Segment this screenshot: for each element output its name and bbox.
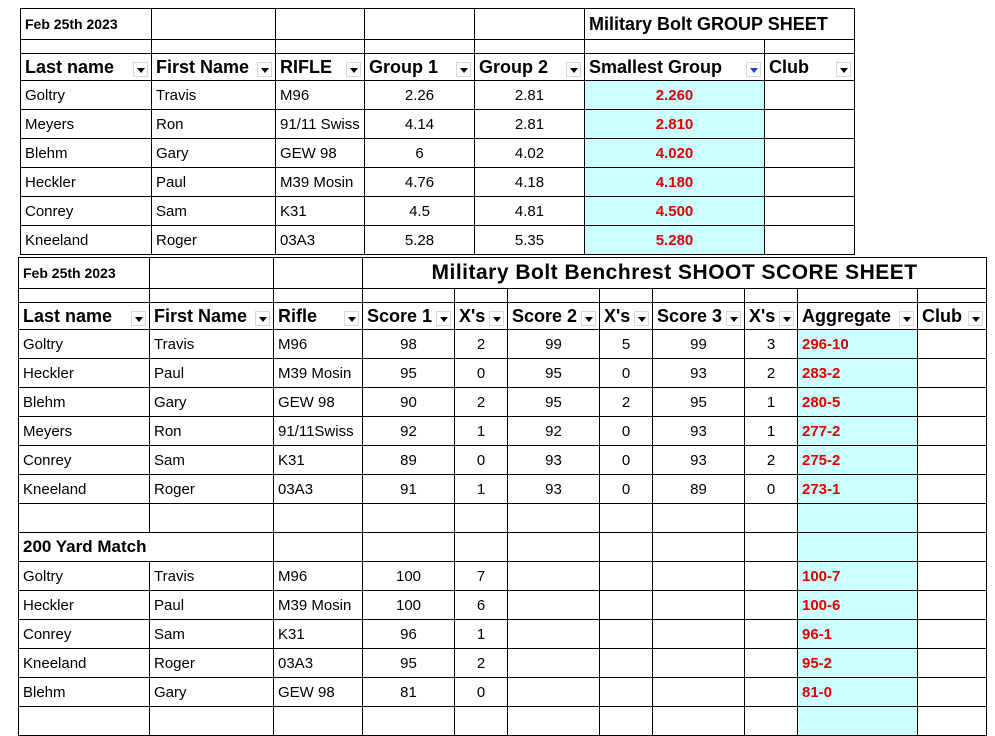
club-cell[interactable] bbox=[918, 417, 987, 446]
club-cell[interactable] bbox=[765, 81, 855, 110]
score-3-cell[interactable]: 99 bbox=[653, 330, 745, 359]
xs-2-cell[interactable] bbox=[600, 678, 653, 707]
first-name-cell[interactable]: Paul bbox=[150, 359, 274, 388]
cell[interactable] bbox=[152, 40, 276, 54]
header-club[interactable] bbox=[918, 303, 987, 330]
dropdown-arrow-icon[interactable] bbox=[489, 311, 504, 326]
cell[interactable] bbox=[745, 707, 798, 736]
header-label: Last name bbox=[23, 305, 113, 326]
score-3-cell[interactable] bbox=[653, 620, 745, 649]
last-name-cell[interactable]: Heckler bbox=[19, 359, 150, 388]
last-name-cell[interactable]: Kneeland bbox=[19, 475, 150, 504]
aggregate-cell[interactable]: 296-10 bbox=[798, 330, 918, 359]
aggregate-cell[interactable]: 100-7 bbox=[798, 562, 918, 591]
xs-3-cell[interactable] bbox=[745, 562, 798, 591]
rifle-cell[interactable]: M39 Mosin bbox=[274, 591, 363, 620]
aggregate-cell[interactable]: 275-2 bbox=[798, 446, 918, 475]
xs-2-cell[interactable]: 0 bbox=[600, 446, 653, 475]
rifle-cell[interactable]: M39 Mosin bbox=[276, 168, 365, 197]
xs-1-cell[interactable]: 0 bbox=[455, 446, 508, 475]
dropdown-arrow-icon[interactable] bbox=[968, 311, 983, 326]
xs-3-cell[interactable]: 0 bbox=[745, 475, 798, 504]
club-cell[interactable] bbox=[918, 388, 987, 417]
header-group-2[interactable] bbox=[475, 54, 585, 81]
xs-1-cell[interactable]: 1 bbox=[455, 417, 508, 446]
cell[interactable] bbox=[455, 504, 508, 533]
cell[interactable] bbox=[745, 504, 798, 533]
last-name-cell[interactable]: Blehm bbox=[19, 388, 150, 417]
xs-1-cell[interactable]: 2 bbox=[455, 649, 508, 678]
dropdown-arrow-icon[interactable] bbox=[131, 311, 146, 326]
section-title-200-yard: 200 Yard Match bbox=[19, 533, 274, 562]
cell[interactable] bbox=[585, 40, 765, 54]
group-2-cell[interactable]: 4.81 bbox=[475, 197, 585, 226]
cell[interactable] bbox=[276, 9, 365, 40]
score-3-cell[interactable] bbox=[653, 678, 745, 707]
first-name-cell[interactable]: Roger bbox=[150, 475, 274, 504]
first-name-cell[interactable]: Gary bbox=[150, 678, 274, 707]
rifle-cell[interactable]: GEW 98 bbox=[276, 139, 365, 168]
xs-3-cell[interactable]: 2 bbox=[745, 359, 798, 388]
header-smallest-group[interactable] bbox=[585, 54, 765, 81]
header-label: Score 2 bbox=[512, 305, 578, 326]
xs-1-cell[interactable]: 2 bbox=[455, 388, 508, 417]
score-3-cell[interactable]: 89 bbox=[653, 475, 745, 504]
cell[interactable] bbox=[274, 504, 363, 533]
dropdown-arrow-icon[interactable] bbox=[255, 311, 270, 326]
table-row bbox=[19, 330, 987, 359]
xs-1-cell[interactable]: 1 bbox=[455, 620, 508, 649]
score-sheet-table bbox=[18, 257, 987, 736]
last-name-cell[interactable]: Blehm bbox=[19, 678, 150, 707]
last-name-cell[interactable]: Meyers bbox=[21, 110, 152, 139]
table-row bbox=[19, 417, 987, 446]
score-1-cell[interactable]: 98 bbox=[363, 330, 455, 359]
cell[interactable] bbox=[363, 289, 455, 303]
aggregate-cell[interactable] bbox=[798, 533, 918, 562]
group-1-cell[interactable]: 6 bbox=[365, 139, 475, 168]
club-cell[interactable] bbox=[918, 562, 987, 591]
last-name-cell[interactable]: Conrey bbox=[19, 446, 150, 475]
xs-3-cell[interactable] bbox=[745, 649, 798, 678]
last-name-cell[interactable]: Goltry bbox=[21, 81, 152, 110]
group-2-cell[interactable]: 4.02 bbox=[475, 139, 585, 168]
first-name-cell[interactable]: Roger bbox=[150, 649, 274, 678]
first-name-cell[interactable]: Ron bbox=[152, 110, 276, 139]
header-aggregate[interactable] bbox=[798, 303, 918, 330]
group-sheet-date: Feb 25th 2023 bbox=[21, 9, 152, 40]
cell[interactable] bbox=[19, 707, 150, 736]
score-2-cell[interactable]: 99 bbox=[508, 330, 600, 359]
xs-3-cell[interactable] bbox=[745, 620, 798, 649]
aggregate-cell[interactable] bbox=[798, 707, 918, 736]
cell[interactable] bbox=[455, 289, 508, 303]
table-row bbox=[19, 591, 987, 620]
rifle-cell[interactable]: 03A3 bbox=[274, 475, 363, 504]
dropdown-arrow-icon[interactable] bbox=[726, 311, 741, 326]
rifle-cell[interactable]: 91/11Swiss bbox=[274, 417, 363, 446]
cell[interactable] bbox=[475, 9, 585, 40]
score-1-cell[interactable]: 95 bbox=[363, 649, 455, 678]
cell[interactable] bbox=[600, 289, 653, 303]
cell[interactable] bbox=[363, 504, 455, 533]
score-1-cell[interactable]: 100 bbox=[363, 562, 455, 591]
table-row bbox=[19, 562, 987, 591]
club-cell[interactable] bbox=[918, 475, 987, 504]
score-3-cell[interactable]: 93 bbox=[653, 417, 745, 446]
header-label: Club bbox=[769, 56, 809, 77]
header-xs-3[interactable] bbox=[745, 303, 798, 330]
dropdown-arrow-icon[interactable] bbox=[346, 62, 361, 77]
cell[interactable] bbox=[765, 40, 855, 54]
header-label: RIFLE bbox=[280, 56, 332, 77]
table-row bbox=[19, 504, 987, 533]
first-name-cell[interactable]: Gary bbox=[152, 139, 276, 168]
cell[interactable] bbox=[19, 289, 150, 303]
header-label: Smallest Group bbox=[589, 56, 723, 77]
rifle-cell[interactable]: 03A3 bbox=[274, 649, 363, 678]
club-cell[interactable] bbox=[918, 591, 987, 620]
score-2-cell[interactable]: 95 bbox=[508, 359, 600, 388]
cell[interactable] bbox=[475, 40, 585, 54]
score-2-cell[interactable]: 92 bbox=[508, 417, 600, 446]
xs-2-cell[interactable]: 0 bbox=[600, 417, 653, 446]
header-rifle[interactable] bbox=[274, 303, 363, 330]
cell[interactable] bbox=[508, 707, 600, 736]
xs-1-cell[interactable]: 2 bbox=[455, 330, 508, 359]
cell[interactable] bbox=[653, 533, 745, 562]
score-3-cell[interactable]: 93 bbox=[653, 359, 745, 388]
last-name-cell[interactable]: Heckler bbox=[19, 591, 150, 620]
aggregate-cell[interactable]: 100-6 bbox=[798, 591, 918, 620]
xs-3-cell[interactable]: 1 bbox=[745, 417, 798, 446]
first-name-cell[interactable]: Paul bbox=[150, 591, 274, 620]
aggregate-cell[interactable]: 273-1 bbox=[798, 475, 918, 504]
score-3-cell[interactable] bbox=[653, 649, 745, 678]
cell[interactable] bbox=[152, 9, 276, 40]
last-name-cell[interactable]: Goltry bbox=[19, 562, 150, 591]
group-2-cell[interactable]: 4.18 bbox=[475, 168, 585, 197]
header-label: First Name bbox=[154, 305, 248, 326]
dropdown-arrow-icon[interactable] bbox=[257, 62, 272, 77]
header-label: X's bbox=[604, 305, 631, 326]
xs-3-cell[interactable] bbox=[745, 591, 798, 620]
xs-3-cell[interactable]: 2 bbox=[745, 446, 798, 475]
xs-2-cell[interactable]: 0 bbox=[600, 359, 653, 388]
rifle-cell[interactable]: 03A3 bbox=[276, 226, 365, 255]
cell[interactable] bbox=[653, 289, 745, 303]
aggregate-cell[interactable]: 81-0 bbox=[798, 678, 918, 707]
rifle-cell[interactable]: M96 bbox=[274, 562, 363, 591]
club-cell[interactable] bbox=[918, 649, 987, 678]
cell[interactable] bbox=[365, 9, 475, 40]
rifle-cell[interactable]: M96 bbox=[274, 330, 363, 359]
aggregate-cell[interactable]: 277-2 bbox=[798, 417, 918, 446]
header-label: Aggregate bbox=[802, 305, 892, 326]
club-cell[interactable] bbox=[765, 197, 855, 226]
score-1-cell[interactable]: 92 bbox=[363, 417, 455, 446]
score-3-cell[interactable]: 95 bbox=[653, 388, 745, 417]
header-first-name[interactable] bbox=[152, 54, 276, 81]
dropdown-arrow-icon[interactable] bbox=[634, 311, 649, 326]
header-xs-1[interactable] bbox=[455, 303, 508, 330]
score-2-cell[interactable] bbox=[508, 678, 600, 707]
score-2-cell[interactable] bbox=[508, 591, 600, 620]
dropdown-arrow-icon[interactable] bbox=[779, 311, 794, 326]
last-name-cell[interactable]: Kneeland bbox=[21, 226, 152, 255]
score-3-cell[interactable] bbox=[653, 562, 745, 591]
rifle-cell[interactable]: K31 bbox=[276, 197, 365, 226]
cell[interactable] bbox=[363, 533, 455, 562]
smallest-group-cell[interactable]: 5.280 bbox=[585, 226, 765, 255]
header-score-3[interactable] bbox=[653, 303, 745, 330]
table-row bbox=[21, 168, 855, 197]
header-xs-2[interactable] bbox=[600, 303, 653, 330]
table-row bbox=[21, 197, 855, 226]
group-2-cell[interactable]: 5.35 bbox=[475, 226, 585, 255]
sorted-dropdown-arrow-icon[interactable] bbox=[746, 62, 761, 77]
first-name-cell[interactable]: Travis bbox=[152, 81, 276, 110]
first-name-cell[interactable]: Sam bbox=[152, 197, 276, 226]
cell[interactable] bbox=[150, 258, 274, 289]
dropdown-arrow-icon[interactable] bbox=[836, 62, 851, 77]
club-cell[interactable] bbox=[918, 330, 987, 359]
xs-1-cell[interactable]: 0 bbox=[455, 678, 508, 707]
table-row bbox=[21, 226, 855, 255]
dropdown-arrow-icon[interactable] bbox=[899, 311, 914, 326]
club-cell[interactable] bbox=[918, 678, 987, 707]
xs-3-cell[interactable] bbox=[745, 678, 798, 707]
last-name-cell[interactable]: Kneeland bbox=[19, 649, 150, 678]
first-name-cell[interactable]: Roger bbox=[152, 226, 276, 255]
cell[interactable] bbox=[600, 707, 653, 736]
rifle-cell[interactable]: M39 Mosin bbox=[274, 359, 363, 388]
score-1-cell[interactable]: 89 bbox=[363, 446, 455, 475]
score-sheet-title: Military Bolt Benchrest SHOOT SCORE SHEET bbox=[363, 258, 987, 289]
xs-1-cell[interactable]: 0 bbox=[455, 359, 508, 388]
xs-1-cell[interactable]: 1 bbox=[455, 475, 508, 504]
score-2-cell[interactable] bbox=[508, 562, 600, 591]
score-2-cell[interactable]: 95 bbox=[508, 388, 600, 417]
smallest-group-cell[interactable]: 4.500 bbox=[585, 197, 765, 226]
cell[interactable] bbox=[365, 40, 475, 54]
header-label: X's bbox=[749, 305, 776, 326]
rifle-cell[interactable]: GEW 98 bbox=[274, 678, 363, 707]
xs-1-cell[interactable]: 7 bbox=[455, 562, 508, 591]
last-name-cell[interactable]: Blehm bbox=[21, 139, 152, 168]
header-label: Score 1 bbox=[367, 305, 433, 326]
aggregate-cell[interactable]: 283-2 bbox=[798, 359, 918, 388]
score-1-cell[interactable]: 81 bbox=[363, 678, 455, 707]
group-1-cell[interactable]: 5.28 bbox=[365, 226, 475, 255]
first-name-cell[interactable]: Paul bbox=[152, 168, 276, 197]
group-1-cell[interactable]: 4.14 bbox=[365, 110, 475, 139]
aggregate-cell[interactable] bbox=[798, 504, 918, 533]
header-label: Club bbox=[922, 305, 962, 326]
smallest-group-cell[interactable]: 4.180 bbox=[585, 168, 765, 197]
table-row bbox=[19, 388, 987, 417]
table-row bbox=[21, 139, 855, 168]
first-name-cell[interactable]: Travis bbox=[150, 330, 274, 359]
cell[interactable] bbox=[508, 533, 600, 562]
rifle-cell[interactable]: K31 bbox=[274, 620, 363, 649]
cell[interactable] bbox=[508, 289, 600, 303]
score-2-cell[interactable]: 93 bbox=[508, 475, 600, 504]
aggregate-cell[interactable]: 95-2 bbox=[798, 649, 918, 678]
club-cell[interactable] bbox=[765, 110, 855, 139]
header-group-1[interactable] bbox=[365, 54, 475, 81]
dropdown-arrow-icon[interactable] bbox=[344, 311, 359, 326]
xs-2-cell[interactable] bbox=[600, 620, 653, 649]
header-label: Score 3 bbox=[657, 305, 723, 326]
score-3-cell[interactable]: 93 bbox=[653, 446, 745, 475]
xs-2-cell[interactable]: 2 bbox=[600, 388, 653, 417]
xs-2-cell[interactable]: 0 bbox=[600, 475, 653, 504]
cell[interactable] bbox=[653, 707, 745, 736]
header-label: First Name bbox=[156, 56, 250, 77]
aggregate-cell[interactable]: 280-5 bbox=[798, 388, 918, 417]
header-last-name[interactable] bbox=[21, 54, 152, 81]
score-3-cell[interactable] bbox=[653, 591, 745, 620]
smallest-group-cell[interactable]: 4.020 bbox=[585, 139, 765, 168]
section-row bbox=[19, 533, 987, 562]
cell[interactable] bbox=[600, 533, 653, 562]
header-club[interactable] bbox=[765, 54, 855, 81]
table-row bbox=[19, 359, 987, 388]
cell[interactable] bbox=[21, 40, 152, 54]
smallest-group-cell[interactable]: 2.810 bbox=[585, 110, 765, 139]
club-cell[interactable] bbox=[765, 139, 855, 168]
cell[interactable] bbox=[798, 289, 918, 303]
cell[interactable] bbox=[745, 289, 798, 303]
last-name-cell[interactable]: Heckler bbox=[21, 168, 152, 197]
score-2-cell[interactable]: 93 bbox=[508, 446, 600, 475]
group-sheet-table bbox=[20, 8, 855, 255]
table-row bbox=[19, 620, 987, 649]
dropdown-arrow-icon[interactable] bbox=[456, 62, 471, 77]
cell[interactable] bbox=[508, 504, 600, 533]
cell[interactable] bbox=[363, 707, 455, 736]
score-2-cell[interactable] bbox=[508, 620, 600, 649]
xs-3-cell[interactable]: 3 bbox=[745, 330, 798, 359]
header-label: Rifle bbox=[278, 305, 318, 326]
xs-1-cell[interactable]: 6 bbox=[455, 591, 508, 620]
rifle-cell[interactable]: M96 bbox=[276, 81, 365, 110]
table-row bbox=[19, 475, 987, 504]
table-row bbox=[19, 446, 987, 475]
header-first-name[interactable] bbox=[150, 303, 274, 330]
first-name-cell[interactable]: Ron bbox=[150, 417, 274, 446]
club-cell[interactable] bbox=[765, 168, 855, 197]
table-row bbox=[19, 649, 987, 678]
score-1-cell[interactable]: 90 bbox=[363, 388, 455, 417]
cell[interactable] bbox=[150, 289, 274, 303]
dropdown-arrow-icon[interactable] bbox=[133, 62, 148, 77]
group-2-cell[interactable]: 2.81 bbox=[475, 81, 585, 110]
cell[interactable] bbox=[745, 533, 798, 562]
header-score-1[interactable] bbox=[363, 303, 455, 330]
cell[interactable] bbox=[150, 707, 274, 736]
cell[interactable] bbox=[274, 258, 363, 289]
dropdown-arrow-icon[interactable] bbox=[581, 311, 596, 326]
rifle-cell[interactable]: K31 bbox=[274, 446, 363, 475]
xs-2-cell[interactable] bbox=[600, 562, 653, 591]
header-label: Group 2 bbox=[479, 56, 549, 77]
cell[interactable] bbox=[150, 504, 274, 533]
score-1-cell[interactable]: 91 bbox=[363, 475, 455, 504]
cell[interactable] bbox=[276, 40, 365, 54]
cell[interactable] bbox=[274, 707, 363, 736]
header-label: Last name bbox=[25, 56, 115, 77]
score-2-cell[interactable] bbox=[508, 649, 600, 678]
first-name-cell[interactable]: Sam bbox=[150, 620, 274, 649]
group-1-cell[interactable]: 2.26 bbox=[365, 81, 475, 110]
header-label: Group 1 bbox=[369, 56, 439, 77]
score-1-cell[interactable]: 96 bbox=[363, 620, 455, 649]
cell[interactable] bbox=[600, 504, 653, 533]
smallest-group-cell[interactable]: 2.260 bbox=[585, 81, 765, 110]
xs-3-cell[interactable]: 1 bbox=[745, 388, 798, 417]
first-name-cell[interactable]: Gary bbox=[150, 388, 274, 417]
cell[interactable] bbox=[918, 289, 987, 303]
first-name-cell[interactable]: Sam bbox=[150, 446, 274, 475]
last-name-cell[interactable]: Meyers bbox=[19, 417, 150, 446]
club-cell[interactable] bbox=[918, 620, 987, 649]
dropdown-arrow-icon[interactable] bbox=[566, 62, 581, 77]
club-cell[interactable] bbox=[918, 446, 987, 475]
club-cell[interactable] bbox=[918, 359, 987, 388]
cell[interactable] bbox=[274, 289, 363, 303]
cell[interactable] bbox=[653, 504, 745, 533]
cell[interactable] bbox=[918, 533, 987, 562]
cell[interactable] bbox=[274, 533, 363, 562]
group-2-cell[interactable]: 2.81 bbox=[475, 110, 585, 139]
rifle-cell[interactable]: GEW 98 bbox=[274, 388, 363, 417]
table-row bbox=[21, 81, 855, 110]
dropdown-arrow-icon[interactable] bbox=[436, 311, 451, 326]
xs-2-cell[interactable] bbox=[600, 591, 653, 620]
table-row bbox=[21, 110, 855, 139]
group-sheet-title: Military Bolt GROUP SHEET bbox=[585, 9, 855, 40]
cell[interactable] bbox=[19, 504, 150, 533]
score-1-cell[interactable]: 100 bbox=[363, 591, 455, 620]
cell[interactable] bbox=[455, 533, 508, 562]
rifle-cell[interactable]: 91/11 Swiss bbox=[276, 110, 365, 139]
aggregate-cell[interactable]: 96-1 bbox=[798, 620, 918, 649]
cell[interactable] bbox=[455, 707, 508, 736]
first-name-cell[interactable]: Travis bbox=[150, 562, 274, 591]
score-1-cell[interactable]: 95 bbox=[363, 359, 455, 388]
header-last-name[interactable] bbox=[19, 303, 150, 330]
last-name-cell[interactable]: Goltry bbox=[19, 330, 150, 359]
cell[interactable] bbox=[918, 504, 987, 533]
table-row bbox=[19, 707, 987, 736]
last-name-cell[interactable]: Conrey bbox=[21, 197, 152, 226]
cell[interactable] bbox=[918, 707, 987, 736]
score-sheet-date: Feb 25th 2023 bbox=[19, 258, 150, 289]
table-row bbox=[19, 678, 987, 707]
header-label: X's bbox=[459, 305, 486, 326]
last-name-cell[interactable]: Conrey bbox=[19, 620, 150, 649]
xs-2-cell[interactable]: 5 bbox=[600, 330, 653, 359]
club-cell[interactable] bbox=[765, 226, 855, 255]
header-score-2[interactable] bbox=[508, 303, 600, 330]
header-rifle[interactable] bbox=[276, 54, 365, 81]
group-1-cell[interactable]: 4.76 bbox=[365, 168, 475, 197]
xs-2-cell[interactable] bbox=[600, 649, 653, 678]
group-1-cell[interactable]: 4.5 bbox=[365, 197, 475, 226]
